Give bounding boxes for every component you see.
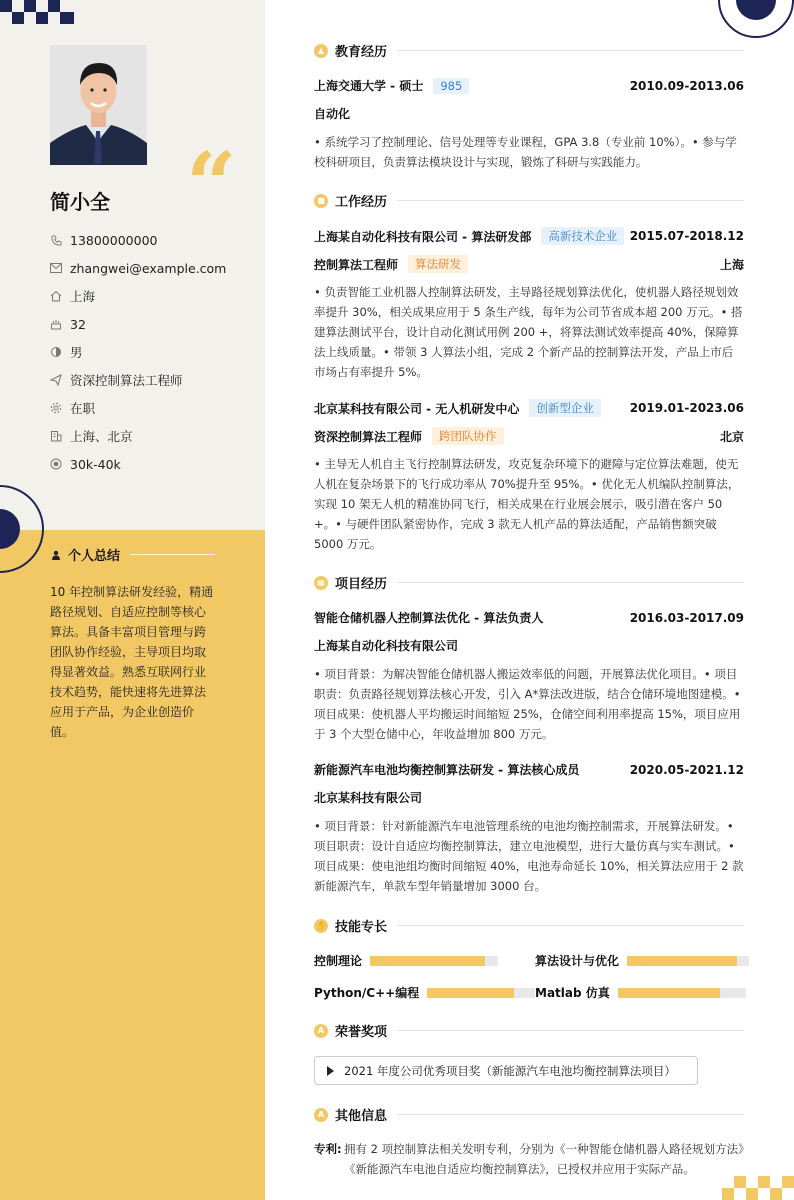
- project-1-desc: • 项目背景：为解决智能仓储机器人搬运效率低的问题，开展算法优化项目。• 项目职责：负责路径规划算法核心开发，引入 A*算法改进版，结合仓储环境地图建模。• 项目成果：使机器人平均搬运时间缩短 25%，仓储空间利用率提高 15%，项目应用于 3 个大型仓储中心，年收益增加 800 万元。: [314, 667, 741, 741]
- phone-icon: [50, 234, 62, 246]
- hand-icon: ✋: [314, 919, 328, 933]
- skill-fill: [427, 988, 513, 998]
- work-role: 资深控制算法工程师: [314, 429, 423, 444]
- home-icon: [50, 290, 62, 302]
- other-title: 其他信息: [335, 1109, 388, 1124]
- education-divider: [397, 50, 744, 51]
- project-2-desc: • 项目背景：针对新能源汽车电池管理系统的电池均衡控制需求，开展算法研发。• 项目职责：设计自适应均衡控制算法，建立电池模型，进行大量仿真与实车测试。• 项目成果：使电池组均衡时间缩短 40%，电池寿命延长 10%，相关算法应用于 2 款新能源汽车，单款车型年销量增加 3000 台。: [314, 819, 744, 893]
- skill-item: [314, 952, 498, 969]
- skill-item: [535, 952, 749, 969]
- mail-icon: [50, 262, 62, 274]
- person-name: 简小全: [50, 190, 110, 214]
- briefcase-icon: ■: [314, 194, 328, 208]
- work-item-1-head: [314, 227, 744, 245]
- summary-title: 个人总结: [68, 549, 121, 564]
- gender-text: 男: [70, 345, 83, 360]
- role-tag: 跨团队协作: [432, 427, 504, 445]
- skills-divider: [397, 925, 744, 926]
- education-header: [314, 41, 744, 60]
- award-item[interactable]: [314, 1056, 698, 1085]
- work-location: 北京: [719, 429, 744, 444]
- city-row: [50, 282, 226, 310]
- coin-icon: [50, 458, 62, 470]
- skill-item: [314, 984, 535, 1001]
- cake-icon: [50, 318, 62, 330]
- gender-icon: [50, 346, 62, 358]
- award-icon: A: [314, 1024, 328, 1038]
- send-icon: [50, 374, 62, 386]
- work-item-2-head: [314, 399, 744, 417]
- skill-fill: [627, 956, 737, 966]
- patent-row: [314, 1139, 744, 1179]
- project-1-org: [314, 637, 744, 654]
- major: 自动化: [314, 107, 351, 121]
- project-name: 新能源汽车电池均衡控制算法研发 - 算法核心成员: [314, 763, 580, 777]
- grid-icon: ▦: [314, 576, 328, 590]
- work-item-2-role: [314, 427, 744, 445]
- title-row: [50, 366, 226, 394]
- age-text: 32: [70, 316, 86, 332]
- school-name: 上海交通大学 - 硕士: [314, 79, 424, 93]
- other-header: [314, 1105, 744, 1124]
- corner-checker-decoration: [722, 1176, 794, 1200]
- education-row: [314, 77, 744, 94]
- project-2-head: [314, 761, 744, 778]
- work-company: 上海某自动化科技有限公司 - 算法研发部: [314, 229, 532, 244]
- skill-item: [535, 984, 746, 1001]
- work-title: 工作经历: [335, 195, 388, 210]
- awards-title: 荣誉奖项: [335, 1025, 388, 1040]
- work-header: [314, 191, 744, 210]
- salary-text: 30k-40k: [70, 456, 121, 472]
- project-name: 智能仓储机器人控制算法优化 - 算法负责人: [314, 611, 544, 625]
- title-text: 资深控制算法工程师: [70, 373, 183, 388]
- project-2-org: [314, 789, 744, 806]
- project-date: 2016.03-2017.09: [629, 610, 744, 625]
- avatar: [50, 45, 147, 165]
- summary-divider: [130, 554, 215, 555]
- skill-bar: [627, 956, 749, 966]
- awards-divider: [397, 1030, 744, 1031]
- skill-fill: [370, 956, 485, 966]
- phone-text: 13800000000: [70, 232, 158, 248]
- projects-title: 项目经历: [335, 577, 388, 592]
- work-item-2-desc: • 主导无人机自主飞行控制算法研发，攻克复杂环境下的避障与定位算法难题，使无人机在复杂场景下的飞行成功率从 70%提升至 95%。• 优化无人机编队控制算法，实现 10 架无人机的精准协同飞行，相关成果在行业展会展示，吸引潜在客户 50 +。• 与硬件团队紧密协作，完成 3 款无人机产品的算法适配，产品销售额突破 5000 万元。: [314, 457, 740, 551]
- work-item-1-desc: • 负责智能工业机器人控制算法研发，主导路径规划算法优化，使机器人路径规划效率提升 30%，相关成果应用于 5 条生产线，每年为公司节省成本超 200 万元。• 搭建算法测试平台，设计自动化测试用例 200 +，将算法测试效率提高 40%，保障算法上线质量。• 带领 3 人算法小组，完成 2 个新产品的控制算法开发，产品上市后市场占有率提升 5%。: [314, 285, 743, 379]
- gender-row: [50, 338, 226, 366]
- graduation-icon: ▲: [314, 44, 328, 58]
- awards-header: [314, 1021, 744, 1040]
- checker-decoration: [0, 0, 80, 26]
- gear-icon: [50, 402, 62, 414]
- award-text: 2021 年度公司优秀项目奖（新能源汽车电池均衡控制算法项目）: [344, 1063, 676, 1078]
- education-title: 教育经历: [335, 45, 388, 60]
- city-text: 上海: [70, 289, 96, 304]
- info-icon: A: [314, 1108, 328, 1122]
- person-icon: [50, 549, 62, 561]
- work-company: 北京某科技有限公司 - 无人机研发中心: [314, 401, 520, 416]
- age-row: [50, 310, 226, 338]
- skill-bar: [618, 988, 746, 998]
- status-row: [50, 394, 226, 422]
- skill-name: Matlab 仿真: [535, 986, 610, 1000]
- project-1-head: [314, 609, 744, 626]
- school-tag: 985: [433, 78, 469, 94]
- project-org: 北京某科技有限公司: [314, 791, 423, 805]
- skill-bar: [427, 988, 535, 998]
- skills-header: [314, 916, 744, 935]
- quote-decoration: “: [186, 132, 237, 236]
- skill-name: Python/C++编程: [314, 986, 420, 1000]
- major-row: [314, 105, 744, 122]
- status-text: 在职: [70, 401, 96, 416]
- skill-name: 控制理论: [314, 954, 363, 968]
- company-tag: 创新型企业: [529, 399, 601, 417]
- salary-row: [50, 450, 226, 478]
- project-date: 2020.05-2021.12: [629, 762, 744, 777]
- role-tag: 算法研发: [408, 255, 468, 273]
- skill-bar: [370, 956, 498, 966]
- education-date: 2010.09-2013.06: [629, 78, 744, 93]
- work-divider: [397, 200, 744, 201]
- projects-divider: [397, 582, 744, 583]
- email-row: [50, 254, 226, 282]
- skill-fill: [618, 988, 720, 998]
- work-location: 上海: [719, 257, 744, 272]
- patent-text: 拥有 2 项控制算法相关发明专利，分别为《一种智能仓储机器人路径规划方法》《新能源汽车电池自适应均衡控制算法》，已授权并应用于实际产品。: [344, 1142, 744, 1176]
- intended-city-text: 上海、北京: [70, 429, 133, 444]
- summary-header: [50, 545, 215, 564]
- project-org: 上海某自动化科技有限公司: [314, 639, 459, 653]
- intended-city-row: [50, 422, 226, 450]
- summary-text: 10 年控制算法研发经验，精通路径规划、自适应控制等核心算法。具备丰富项目管理与跨团队协作经验，主导项目均取得显著效益。熟悉互联网行业技术趋势，能快速将先进算法应用于产品，为企业创造价值。: [50, 585, 214, 739]
- email-text: zhangwei@example.com: [70, 260, 227, 276]
- contact-info: [50, 226, 226, 478]
- company-tag: 高新技术企业: [541, 227, 624, 245]
- other-divider: [397, 1114, 744, 1115]
- phone-row: [50, 226, 226, 254]
- expand-triangle-icon[interactable]: [327, 1066, 334, 1076]
- work-date: 2019.01-2023.06: [629, 401, 744, 415]
- work-item-1-role: [314, 255, 744, 273]
- projects-header: [314, 573, 744, 592]
- work-date: 2015.07-2018.12: [629, 229, 744, 243]
- building-icon: [50, 430, 62, 442]
- skill-name: 算法设计与优化: [535, 954, 620, 968]
- work-role: 控制算法工程师: [314, 257, 399, 272]
- patent-label: 专利:: [314, 1142, 342, 1156]
- education-desc: • 系统学习了控制理论、信号处理等专业课程，GPA 3.8（专业前 10%）。• 参与学校科研项目，负责算法模块设计与实现，锻炼了科研与实践能力。: [314, 135, 737, 169]
- skills-title: 技能专长: [335, 920, 388, 935]
